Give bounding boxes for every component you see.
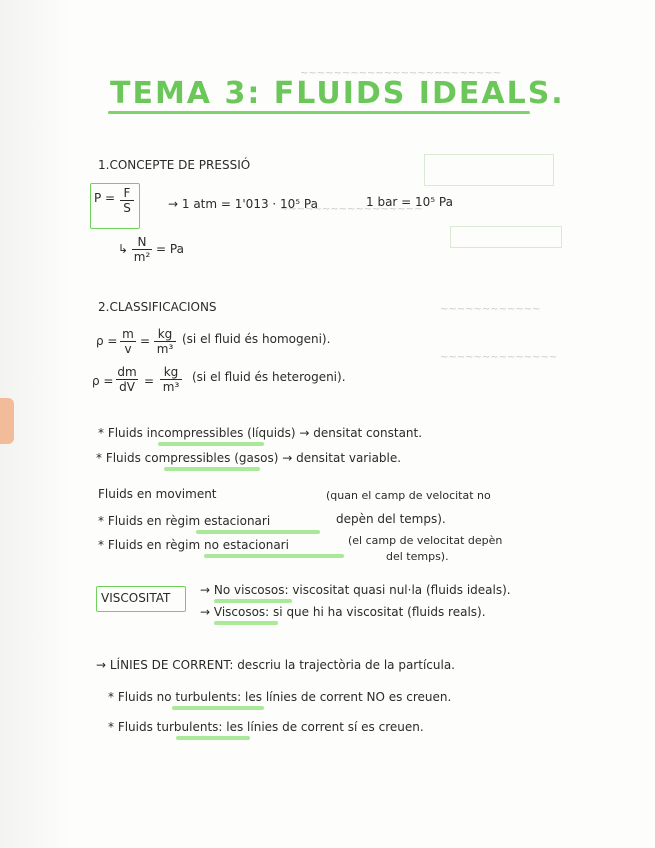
density-denominator: v [124, 342, 132, 356]
bleed-through-text: ~~~~~~~~~~~~~~~~~~~~~~~~ [300, 68, 502, 79]
highlight-no-turbulents [172, 706, 264, 710]
stationary-note: depèn del temps). [336, 512, 446, 526]
highlight-turbulents [176, 736, 250, 740]
units-denominator: m² [133, 250, 151, 264]
turbulent-fluids: * Fluids turbulents: les línies de corrent sí es creuen. [108, 720, 424, 734]
non-stationary-regime: * Fluids en règim no estacionari [98, 538, 289, 552]
highlight-viscosos [214, 621, 278, 625]
bleed-through-text: ~~~~~~~~~~~~~~~~~ [280, 204, 423, 215]
bleed-through-text: ~~~~~~~~~~~~~~ [440, 352, 558, 363]
non-stationary-note: (el camp de velocitat depèn [348, 534, 503, 547]
highlight-no-estacionari [204, 554, 344, 558]
section-heading-pressio: 1.CONCEPTE DE PRESSIÓ [98, 158, 251, 172]
density-units-numerator: kg [157, 327, 173, 341]
diff-density-numerator: dm [117, 365, 137, 379]
page-title: TEMA 3: FLUIDS IDEALS. [110, 76, 565, 111]
units-fraction [132, 236, 152, 263]
density-formula-lhs: ρ = [96, 334, 118, 348]
diff-density-equals: = [144, 374, 155, 388]
diff-density-units-denominator: m³ [162, 380, 180, 394]
diff-density-lhs: ρ = [92, 374, 114, 388]
highlight-compressibles [164, 467, 260, 471]
stationary-regime: * Fluids en règim estacionari [98, 514, 271, 528]
streamlines-definition: → LÍNIES DE CORRENT: descriu la trajectòria de la partícula. [96, 658, 455, 672]
title-underline [108, 111, 530, 114]
diff-density-fraction [116, 366, 138, 393]
density-units-denominator: m³ [156, 342, 174, 356]
highlight-no-viscosos [214, 599, 292, 603]
diff-density-denominator: dV [119, 380, 135, 394]
units-numerator: N [137, 235, 147, 249]
compressible-fluids: * Fluids compressibles (gasos) → densitat variable. [96, 451, 402, 465]
bleed-through-box [424, 154, 554, 186]
non-turbulent-fluids: * Fluids no turbulents: les línies de corrent NO es creuen. [108, 690, 452, 704]
density-equals: = [140, 334, 151, 348]
heterogeneous-note: (si el fluid és heterogeni). [192, 370, 346, 384]
pressure-formula-lhs: P = [94, 191, 116, 205]
section-heading-classificacions: 2.CLASSIFICACIONS [98, 300, 217, 314]
density-units-fraction [154, 328, 176, 355]
incompressible-fluids: * Fluids incompressibles (líquids) → densitat constant. [98, 426, 423, 440]
non-stationary-note-continued: del temps). [386, 550, 449, 563]
diff-density-units-numerator: kg [163, 365, 179, 379]
bleed-through-text: ~~~~~~~~~~~~ [440, 304, 541, 315]
moving-fluids-heading: Fluids en moviment [98, 487, 217, 501]
diff-density-units-fraction [160, 366, 182, 393]
bleed-through-box [450, 226, 562, 248]
velocity-field-note: (quan el camp de velocitat no [326, 489, 491, 502]
units-equals: = Pa [156, 242, 184, 256]
pressure-numerator: F [123, 186, 131, 200]
non-viscous-fluids: → No viscosos: viscositat quasi nul·la (fluids ideals). [200, 583, 511, 597]
pressure-denominator: S [123, 201, 131, 215]
bar-conversion: 1 bar = 10⁵ Pa [366, 195, 453, 209]
atm-conversion: → 1 atm = 1'013 · 10⁵ Pa [168, 197, 318, 211]
units-arrow: ↳ [118, 242, 129, 256]
highlight-estacionari [196, 530, 320, 534]
page-tab-marker [0, 398, 14, 444]
pressure-fraction [120, 187, 134, 214]
viscous-fluids: → Viscosos: si que hi ha viscositat (fluids reals). [200, 605, 486, 619]
density-numerator: m [122, 327, 134, 341]
density-fraction [120, 328, 136, 355]
highlight-incompressibles [158, 442, 264, 446]
viscosity-label: VISCOSITAT [101, 591, 171, 605]
homogeneous-note: (si el fluid és homogeni). [182, 332, 331, 346]
